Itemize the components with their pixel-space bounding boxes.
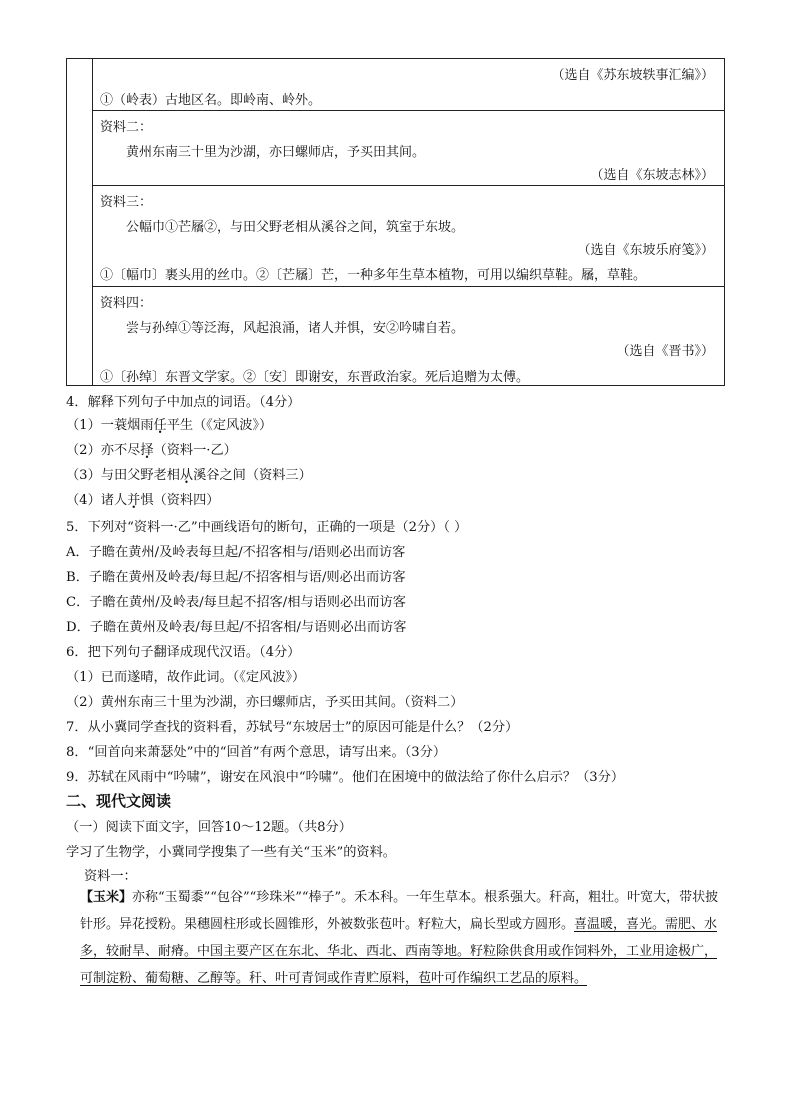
dotted-word: 任 [153, 418, 167, 433]
question-4-item-3: （3）与田父野老相从溪谷之间（资料三） [66, 468, 312, 483]
material-4-text: 尝与孙绰①等泛海，风起浪涌，诸人并惧，安②吟啸自若。 [126, 321, 465, 336]
corn-paragraph: 【玉米】亦称“玉蜀黍”“包谷”“珍珠米”“棒子”。禾本科。一年生草本。根系强大。秆高，粗壮。叶宽大，带状披针形。异花授粉。果穗圆柱形或长圆锥形，外被数张苞叶。籽粒大，扁长型或方圆形。喜温暖，喜光。需肥、水多，较耐旱、耐瘠。中国主要产区在东北、华北、西北、西南等地。籽粒除供食用或作饲料外，工业用途极广，可制淀粉、葡萄糖、乙醇等。秆、叶可青饲或作青贮原料，苞叶可作编织工艺品的原料。 [80, 890, 719, 986]
dotted-word: 从 [179, 468, 194, 483]
material-2-source: （选自《东坡志林》） [590, 168, 714, 183]
table-row-divider [92, 110, 725, 111]
material-4-source: （选自《晋书》） [616, 344, 714, 359]
question-4-item-1: （1）一蓑烟雨任平生（《定风波》） [66, 418, 273, 433]
table-divider-vertical [92, 58, 93, 386]
material-1-source: （选自《苏东坡轶事汇编》） [551, 68, 714, 83]
material-4-note: ①〔孙绰〕东晋文学家。②〔安〕即谢安，东晋政治家。死后追赠为太傅。 [100, 370, 530, 385]
dotted-word: 并 [127, 493, 141, 508]
material-1-note: ①（岭表）古地区名。即岭南、岭外。 [100, 93, 322, 108]
section-2-part-1: （一）阅读下面文字，回答10～12题。（共8分） [66, 820, 352, 835]
question-4-stem: 4．解释下列句子中加点的词语。（4分） [66, 395, 301, 410]
question-5-option-a: A．子瞻在黄州/及岭表每旦起/不招客相与/语则必出而访客 [66, 545, 406, 560]
material-3-note: ①〔幅巾〕裹头用的丝巾。②〔芒屩〕芒，一种多年生草本植物，可用以编织草鞋。屩，草鞋。 [100, 268, 647, 283]
question-8: 8．“回首向来萧瑟处”中的“回首”有两个意思，请写出来。（3分） [66, 745, 447, 760]
question-4-item-4: （4）诸人并惧（资料四） [66, 493, 220, 508]
question-7: 7．从小冀同学查找的资料看，苏轼号“东坡居士”的原因可能是什么？（2分） [66, 720, 519, 735]
corn-material-1-title: 资料一： [84, 869, 137, 884]
question-9: 9．苏轼在风雨中“吟啸”，谢安在风浪中“吟啸”。他们在困境中的做法给了你什么启示？（3分） [66, 770, 625, 785]
corn-heading: 【玉米】 [80, 890, 133, 905]
section-2-intro: 学习了生物学，小冀同学搜集了一些有关“玉米”的资料。 [66, 845, 396, 860]
question-5-option-c: C．子瞻在黄州/及岭表/每旦起不招客/相与语则必出而访客 [66, 595, 406, 610]
table-row-divider [92, 286, 725, 287]
material-2-title: 资料二： [100, 120, 153, 135]
corn-underlined-text: 喜温暖，喜光。需肥、水多，较耐旱、耐瘠。中国主要产区在东北、华北、西北、西南等地。籽粒除供食用或作饲料外，工业用途极广，可制淀粉、葡萄糖、乙醇等。秆、叶可青饲或作青贮原料，苞叶可作编织工艺品的原料。 [80, 917, 718, 986]
material-3-source: （选自《东坡乐府笺》） [577, 243, 714, 258]
dotted-word: 择 [140, 443, 154, 458]
question-5-option-d: D．子瞻在黄州及岭表/每旦起/不招客相/与语则必出而访客 [66, 620, 407, 635]
question-4-item-2: （2）亦不尽择（资料一·乙） [66, 443, 237, 458]
material-3-title: 资料三： [100, 195, 153, 210]
question-5-option-b: B．子瞻在黄州及岭表/每旦起/不招客相与语/则必出而访客 [66, 570, 406, 585]
section-2-title: 二、现代文阅读 [66, 792, 172, 810]
question-6-item-2: （2）黄州东南三十里为沙湖，亦曰螺师店，予买田其间。（资料二） [66, 695, 464, 710]
material-4-title: 资料四： [100, 296, 153, 311]
material-3-text: 公幅巾①芒屩②，与田父野老相从溪谷之间，筑室于东坡。 [126, 220, 465, 235]
material-2-text: 黄州东南三十里为沙湖，亦曰螺师店，予买田其间。 [126, 145, 426, 160]
table-row-divider [92, 185, 725, 186]
question-6-stem: 6．把下列句子翻译成现代汉语。（4分） [66, 645, 301, 660]
question-6-item-1: （1）已而遂晴，故作此词。（《定风波》） [66, 670, 306, 685]
question-5-stem: 5．下列对“资料一·乙”中画线语句的断句，正确的一项是（2分）（ ） [66, 520, 468, 535]
